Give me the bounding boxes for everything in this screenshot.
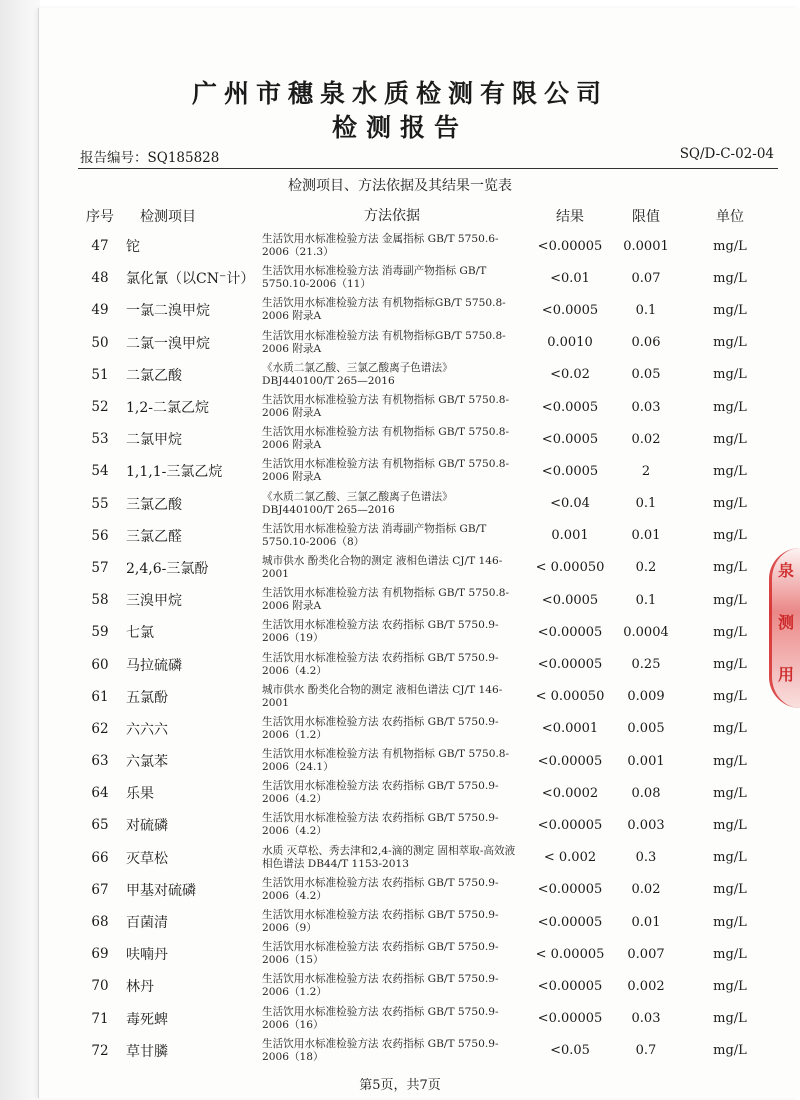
test-result: 0.001 (551, 528, 589, 544)
test-method: 水质 灭草松、秀去津和2,4-滴的测定 固相萃取-高效液相色谱法 DB44/T 1153-2013 (262, 844, 516, 870)
table-header-row (80, 202, 780, 230)
company-name: 广州市穗泉水质检测有限公司 (191, 79, 608, 108)
test-item: 乐果 (126, 786, 154, 803)
row-number: 61 (91, 688, 109, 705)
row-number: 72 (91, 1042, 109, 1059)
test-item: 氯化氰（以CN⁻计） (126, 271, 255, 288)
test-result: <0.0001 (541, 721, 599, 737)
test-item: 一氯二溴甲烷 (126, 303, 210, 320)
test-item: 马拉硫磷 (126, 657, 182, 674)
table-row (80, 713, 780, 745)
unit: mg/L (713, 882, 747, 898)
table-subtitle: 检测项目、方法依据及其结果一览表 (288, 178, 512, 194)
test-method: 生活饮用水标准检验方法 有机物指标GB/T 5750.8-2006 附录A (262, 329, 506, 355)
results-table (80, 202, 780, 1067)
row-number: 65 (91, 817, 109, 834)
test-item: 六六六 (126, 721, 168, 738)
col-header-item: 检测项目 (140, 209, 196, 225)
limit-value: 0.07 (631, 270, 661, 286)
limit-value: 0.01 (631, 528, 661, 544)
test-method: 生活饮用水标准检验方法 有机物指标 GB/T 5750.8-2006（24.1） (262, 748, 510, 774)
col-header-no: 序号 (86, 209, 114, 225)
report-title: 检测报告 (331, 113, 468, 142)
row-number: 67 (91, 881, 109, 898)
row-number: 57 (91, 559, 109, 576)
test-item: 二氯甲烷 (126, 432, 182, 449)
table-row (80, 391, 780, 423)
unit: mg/L (713, 914, 747, 930)
test-result: <0.0005 (541, 302, 599, 318)
test-method: 《水质二氯乙酸、三氯乙酸离子色谱法》 DBJ440100/T 265—2016 (262, 490, 453, 516)
row-number: 70 (91, 978, 109, 995)
test-item: 七氯 (126, 625, 154, 642)
limit-value: 0.02 (631, 882, 661, 898)
test-result: <0.00005 (537, 817, 603, 833)
form-code: SQ/D-C-02-04 (679, 146, 774, 162)
test-result: <0.0002 (541, 785, 599, 801)
test-method: 生活饮用水标准检验方法 消毒副产物指标 GB/T 5750.10-2006（11） (262, 265, 487, 291)
test-item: 铊 (126, 239, 140, 256)
table-row (80, 359, 780, 391)
limit-value: 0.003 (627, 817, 665, 833)
test-item: 五氯酚 (126, 689, 168, 706)
table-row (80, 970, 780, 1002)
limit-value: 0.002 (627, 978, 665, 994)
limit-value: 0.2 (635, 560, 657, 576)
test-method: 生活饮用水标准检验方法 农药指标 GB/T 5750.9-2006（1.2） (262, 973, 499, 999)
test-item: 毒死蜱 (126, 1011, 168, 1028)
limit-value: 0.03 (631, 1011, 661, 1027)
row-number: 55 (91, 495, 109, 512)
unit: mg/L (713, 946, 747, 962)
limit-value: 0.08 (631, 785, 661, 801)
page-edge-shadow (0, 0, 40, 1100)
test-method: 生活饮用水标准检验方法 消毒副产物指标 GB/T 5750.10-2006（8） (262, 522, 487, 548)
test-result: <0.00005 (537, 753, 603, 769)
row-number: 64 (91, 785, 109, 802)
unit: mg/L (713, 528, 747, 544)
unit: mg/L (713, 270, 747, 286)
table-row (80, 842, 780, 874)
test-result: <0.01 (550, 270, 590, 286)
limit-value: 0.007 (627, 946, 665, 962)
unit: mg/L (713, 753, 747, 769)
test-result: < 0.00050 (535, 560, 605, 576)
test-result: <0.02 (550, 367, 590, 383)
table-row (80, 230, 780, 262)
test-item: 呋喃丹 (126, 947, 168, 964)
limit-value: 0.02 (631, 431, 661, 447)
test-method: 生活饮用水标准检验方法 有机物指标 GB/T 5750.8-2006 附录A (262, 587, 510, 613)
table-row (80, 423, 780, 455)
table-row (80, 294, 780, 326)
table-row (80, 938, 780, 970)
limit-value: 0.0004 (623, 624, 669, 640)
table-body (80, 230, 780, 1067)
limit-value: 0.03 (631, 399, 661, 415)
table-row (80, 520, 780, 552)
test-result: <0.00005 (537, 657, 603, 673)
table-row (80, 616, 780, 648)
unit: mg/L (713, 592, 747, 608)
limit-value: 0.06 (631, 335, 661, 351)
limit-value: 0.01 (631, 914, 661, 930)
table-row (80, 745, 780, 777)
table-row (80, 488, 780, 520)
row-number: 47 (91, 238, 109, 255)
table-row (80, 262, 780, 294)
row-number: 54 (91, 463, 109, 480)
test-method: 生活饮用水标准检验方法 农药指标 GB/T 5750.9-2006（16） (262, 1005, 499, 1031)
col-header-unit: 单位 (716, 209, 744, 225)
test-method: 生活饮用水标准检验方法 有机物指标GB/T 5750.8-2006 附录A (262, 297, 506, 323)
stamp-char: 用 (777, 665, 794, 684)
test-result: <0.00005 (537, 978, 603, 994)
test-item: 1,1,1-三氯乙烷 (126, 464, 223, 481)
row-number: 63 (91, 753, 109, 770)
test-item: 六氯苯 (126, 754, 168, 771)
test-item: 草甘膦 (126, 1043, 168, 1060)
row-number: 59 (91, 624, 109, 641)
test-method: 生活饮用水标准检验方法 农药指标 GB/T 5750.9-2006（19） (262, 619, 499, 645)
unit: mg/L (713, 238, 747, 254)
unit: mg/L (713, 431, 747, 447)
test-method: 城市供水 酚类化合物的测定 液相色谱法 CJ/T 146-2001 (262, 554, 503, 580)
row-number: 68 (91, 914, 109, 931)
test-method: 生活饮用水标准检验方法 农药指标 GB/T 5750.9-2006（4.2） (262, 651, 499, 677)
row-number: 66 (91, 849, 109, 866)
table-row (80, 874, 780, 906)
test-item: 三氯乙酸 (126, 496, 182, 513)
row-number: 49 (91, 302, 109, 319)
col-header-result: 结果 (556, 209, 584, 225)
row-number: 58 (91, 592, 109, 609)
test-result: <0.0005 (541, 592, 599, 608)
row-number: 56 (91, 527, 109, 544)
unit: mg/L (713, 399, 747, 415)
test-result: <0.00005 (537, 914, 603, 930)
test-item: 对硫磷 (126, 818, 168, 835)
test-item: 甲基对硫磷 (126, 882, 196, 899)
row-number: 62 (91, 720, 109, 737)
limit-value: 0.005 (627, 721, 665, 737)
limit-value: 0.0001 (623, 238, 669, 254)
row-number: 71 (91, 1010, 109, 1027)
unit: mg/L (713, 817, 747, 833)
test-item: 2,4,6-三氯酚 (126, 560, 209, 577)
test-item: 林丹 (126, 979, 154, 996)
test-item: 二氯乙酸 (126, 367, 182, 384)
unit: mg/L (713, 721, 747, 737)
row-number: 60 (91, 656, 109, 673)
red-seal-stamp (769, 548, 800, 708)
table-row (80, 809, 780, 841)
limit-value: 2 (641, 463, 651, 479)
row-number: 69 (91, 946, 109, 963)
test-result: <0.00005 (537, 624, 603, 640)
test-result: 0.0010 (547, 335, 593, 351)
header-divider (78, 168, 778, 169)
test-method: 生活饮用水标准检验方法 农药指标 GB/T 5750.9-2006（4.2） (262, 812, 499, 838)
test-result: <0.00005 (537, 238, 603, 254)
row-number: 53 (91, 431, 109, 448)
unit: mg/L (713, 850, 747, 866)
unit: mg/L (713, 624, 747, 640)
limit-value: 0.7 (635, 1043, 657, 1059)
test-result: < 0.002 (543, 850, 597, 866)
test-method: 生活饮用水标准检验方法 农药指标 GB/T 5750.9-2006（4.2） (262, 876, 499, 902)
unit: mg/L (713, 367, 747, 383)
test-result: < 0.00005 (535, 946, 605, 962)
test-method: 生活饮用水标准检验方法 农药指标 GB/T 5750.9-2006（4.2） (262, 780, 499, 806)
unit: mg/L (713, 785, 747, 801)
row-number: 50 (91, 334, 109, 351)
limit-value: 0.009 (627, 689, 665, 705)
test-method: 生活饮用水标准检验方法 有机物指标 GB/T 5750.8-2006 附录A (262, 426, 510, 452)
test-item: 三溴甲烷 (126, 593, 182, 610)
unit: mg/L (713, 978, 747, 994)
row-number: 48 (91, 270, 109, 287)
unit: mg/L (713, 463, 747, 479)
test-method: 《水质二氯乙酸、三氯乙酸离子色谱法》 DBJ440100/T 265—2016 (262, 361, 453, 387)
unit: mg/L (713, 496, 747, 512)
report-number: 报告编号：SQ185828 (80, 150, 220, 166)
test-result: <0.0005 (541, 431, 599, 447)
stamp-char: 测 (777, 613, 794, 632)
row-number: 52 (91, 399, 109, 416)
test-result: <0.04 (550, 496, 590, 512)
table-row (80, 327, 780, 359)
col-header-method: 方法依据 (364, 207, 420, 224)
limit-value: 0.1 (635, 302, 657, 318)
test-result: <0.00005 (537, 1011, 603, 1027)
page-footer: 第5页，共7页 (359, 1078, 441, 1093)
test-method: 生活饮用水标准检验方法 金属指标 GB/T 5750.6-2006（21.3） (262, 233, 499, 259)
table-row (80, 777, 780, 809)
table-row (80, 648, 780, 680)
test-method: 生活饮用水标准检验方法 农药指标 GB/T 5750.9-2006（15） (262, 941, 499, 967)
test-result: <0.0005 (541, 463, 599, 479)
limit-value: 0.3 (635, 850, 657, 866)
table-row (80, 1035, 780, 1067)
table-row (80, 681, 780, 713)
unit: mg/L (713, 657, 747, 673)
table-row (80, 455, 780, 487)
stamp-char: 泉 (777, 561, 794, 580)
test-method: 城市供水 酚类化合物的测定 液相色谱法 CJ/T 146-2001 (262, 683, 503, 709)
limit-value: 0.1 (635, 592, 657, 608)
limit-value: 0.001 (627, 753, 665, 769)
test-method: 生活饮用水标准检验方法 农药指标 GB/T 5750.9-2006（1.2） (262, 715, 499, 741)
test-item: 灭草松 (126, 850, 168, 867)
unit: mg/L (713, 1043, 747, 1059)
test-method: 生活饮用水标准检验方法 有机物指标 GB/T 5750.8-2006 附录A (262, 458, 510, 484)
row-number: 51 (91, 366, 109, 383)
test-result: <0.0005 (541, 399, 599, 415)
test-method: 生活饮用水标准检验方法 农药指标 GB/T 5750.9-2006（18） (262, 1037, 499, 1063)
test-result: <0.00005 (537, 882, 603, 898)
test-method: 生活饮用水标准检验方法 农药指标 GB/T 5750.9-2006（9） (262, 909, 499, 935)
test-item: 二氯一溴甲烷 (126, 335, 210, 352)
unit: mg/L (713, 302, 747, 318)
table-row (80, 906, 780, 938)
test-result: <0.05 (550, 1043, 590, 1059)
unit: mg/L (713, 689, 747, 705)
limit-value: 0.1 (635, 496, 657, 512)
table-row (80, 1003, 780, 1035)
test-result: < 0.00050 (535, 689, 605, 705)
unit: mg/L (713, 560, 747, 576)
test-method: 生活饮用水标准检验方法 有机物指标 GB/T 5750.8-2006 附录A (262, 394, 510, 420)
unit: mg/L (713, 335, 747, 351)
col-header-limit: 限值 (632, 209, 660, 225)
test-item: 1,2-二氯乙烷 (126, 400, 209, 417)
test-item: 三氯乙醛 (126, 528, 182, 545)
test-item: 百菌清 (126, 915, 168, 932)
table-row (80, 552, 780, 584)
table-row (80, 584, 780, 616)
unit: mg/L (713, 1011, 747, 1027)
limit-value: 0.05 (631, 367, 661, 383)
limit-value: 0.25 (631, 657, 661, 673)
